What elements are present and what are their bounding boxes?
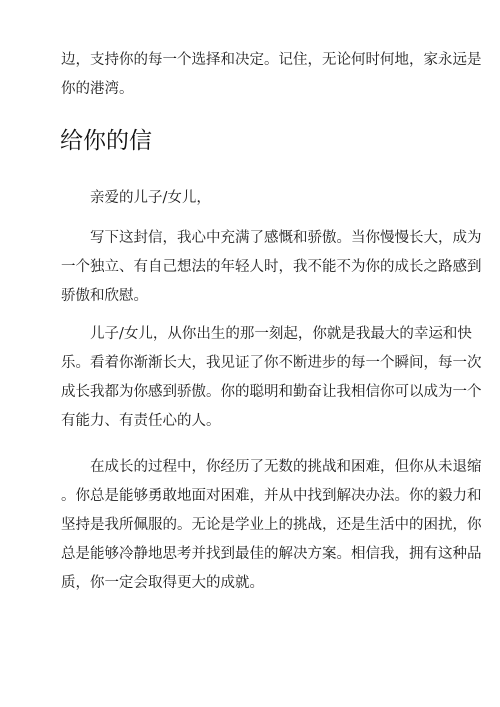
text-line: 质，你一定会取得更大的成就。: [61, 575, 264, 591]
text-line: 。你总是能够勇敢地面对困难，并从中找到解决办法。你的毅力和: [61, 488, 482, 504]
text-line: 骄傲和欣慰。: [61, 288, 148, 304]
text-line: 乐。看着你渐渐长大，我见证了你不断进步的每一个瞬间，每一次: [61, 355, 482, 371]
text-line: 在成长的过程中，你经历了无数的挑战和困难，但你从未退缩: [90, 459, 482, 475]
text-line: 有能力、有责任心的人。: [61, 413, 221, 429]
text-line: 坚持是我所佩服的。无论是学业上的挑战，还是生活中的困扰，你: [61, 517, 482, 533]
text-line: 总是能够冷静地思考并找到最佳的解决方案。相信我，拥有这种品: [61, 546, 482, 562]
paragraph-3: [61, 453, 482, 598]
text-line: 一个独立、有自己想法的年轻人时，我不能不为你的成长之路感到: [61, 259, 482, 275]
text-line: 成长我都为你感到骄傲。你的聪明和勤奋让我相信你可以成为一个: [61, 384, 482, 400]
paragraph-2: [61, 320, 482, 436]
paragraph-1: [61, 224, 482, 311]
salutation: [61, 184, 441, 213]
text-line: 写下这封信，我心中充满了感慨和骄傲。当你慢慢长大，成为: [90, 230, 482, 246]
text-line: 边，支持你的每一个选择和决定。记住，无论何时何地，家永远是: [61, 52, 482, 68]
letter-heading: 给你的信: [60, 128, 152, 154]
text-line: 儿子/女儿，从你出生的那一刻起，你就是我最大的幸运和快: [90, 326, 472, 342]
salutation-text: 亲爱的儿子/女儿，: [90, 190, 211, 206]
continuation-paragraph: [61, 46, 482, 104]
text-line: 你的港湾。: [61, 81, 134, 97]
